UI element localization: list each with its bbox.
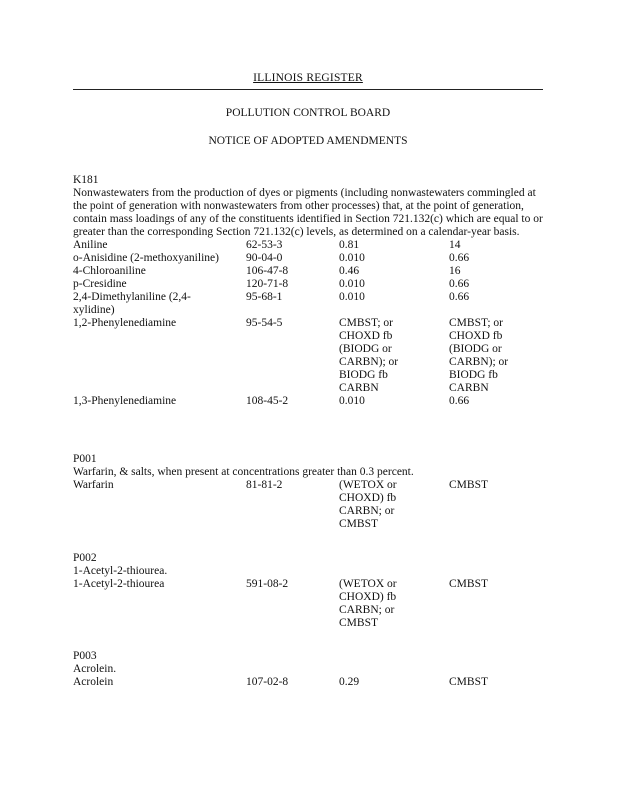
standard-line: BIODG fb <box>339 369 388 381</box>
wastewater-standard: 0.010 <box>339 252 365 264</box>
cas-number: 107-02-8 <box>246 676 289 688</box>
constituent-name: 1,2-Phenylenediamine <box>73 317 177 329</box>
standard-line: CMBST <box>339 617 378 629</box>
constituent-name: 4-Chloroaniline <box>73 265 146 277</box>
wastewater-standard: 0.29 <box>339 676 360 688</box>
cas-number: 95-54-5 <box>246 317 283 329</box>
standard-line: CARBN <box>449 382 489 394</box>
standard-line: CARBN; or <box>339 505 395 517</box>
name-line: 2,4-Dimethylaniline (2,4- <box>73 291 191 303</box>
nonwastewater-standard: CMBST <box>449 578 488 590</box>
wastewater-standard <box>339 479 444 531</box>
cas-number: 108-45-2 <box>246 395 289 407</box>
standard-line: CMBST <box>339 518 378 530</box>
standard-line: CMBST; or <box>339 317 394 329</box>
standard-line: CARBN); or <box>339 356 399 368</box>
standard-line: (WETOX or <box>339 578 397 590</box>
header-rule <box>73 89 543 90</box>
cas-number: 95-68-1 <box>246 291 283 303</box>
standard-line: (WETOX or <box>339 479 397 491</box>
table-row <box>73 252 543 265</box>
wastewater-standard <box>339 317 444 395</box>
standard-line: CHOXD) fb <box>339 492 397 504</box>
nonwastewater-standard <box>449 317 549 395</box>
constituent-name: Warfarin <box>73 479 114 491</box>
standard-line: CARBN; or <box>339 604 395 616</box>
section-description: Acrolein. <box>73 663 117 675</box>
table-row <box>73 479 543 531</box>
nonwastewater-standard: CMBST <box>449 676 488 688</box>
standard-line: (BIODG or <box>339 343 392 355</box>
constituent-name: 1,3-Phenylenediamine <box>73 395 177 407</box>
section-p001 <box>73 453 543 531</box>
table-row <box>73 239 543 252</box>
cas-number: 106-47-8 <box>246 265 289 277</box>
constituent-name: 1-Acetyl-2-thiourea <box>73 578 165 590</box>
table-row <box>73 278 543 291</box>
constituent-name <box>73 291 238 317</box>
constituent-name: Aniline <box>73 239 108 251</box>
nonwastewater-standard: 0.66 <box>449 278 470 290</box>
nonwastewater-standard: CMBST <box>449 479 488 491</box>
standard-line: BIODG fb <box>449 369 498 381</box>
table-row <box>73 676 543 689</box>
table-row <box>73 265 543 278</box>
agency-title: POLLUTION CONTROL BOARD <box>225 107 391 119</box>
name-line: xylidine) <box>73 304 115 316</box>
wastewater-standard: 0.46 <box>339 265 360 277</box>
constituent-name: p-Cresidine <box>73 278 127 290</box>
nonwastewater-standard: 0.66 <box>449 252 470 264</box>
cas-number: 81-81-2 <box>246 479 283 491</box>
section-code: P002 <box>73 552 97 564</box>
section-p003 <box>73 650 543 689</box>
constituent-name: Acrolein <box>73 676 114 688</box>
constituent-name: o-Anisidine (2-methoxyaniline) <box>73 252 219 264</box>
wastewater-standard <box>339 578 444 630</box>
register-title: ILLINOIS REGISTER <box>253 72 363 84</box>
standard-line: CARBN <box>339 382 379 394</box>
nonwastewater-standard: 0.66 <box>449 291 470 303</box>
wastewater-standard: 0.010 <box>339 395 365 407</box>
section-k181 <box>73 174 543 408</box>
wastewater-standard: 0.010 <box>339 291 365 303</box>
section-description: 1-Acetyl-2-thiourea. <box>73 565 168 577</box>
standard-line: CHOXD fb <box>449 330 503 342</box>
nonwastewater-standard: 16 <box>449 265 461 277</box>
standard-line: CMBST; or <box>449 317 504 329</box>
section-description: Warfarin, & salts, when present at concentrations greater than 0.3 percent. <box>73 466 414 478</box>
cas-number: 62-53-3 <box>246 239 283 251</box>
section-p002 <box>73 552 543 630</box>
section-code: P001 <box>73 453 97 465</box>
cas-number: 120-71-8 <box>246 278 289 290</box>
section-description: Nonwastewaters from the production of dyes or pigments (including nonwastewaters commingled at the point of generation with nonwastewaters from other processes) that, at the point of generation, contain mass loadings of any of the constituents identified in Section 721.132(c) which are equal to or greater than the corresponding Section 721.132(c) levels, as determined on a calendar-year basis. <box>73 187 543 238</box>
nonwastewater-standard: 14 <box>449 239 461 251</box>
section-code: P003 <box>73 650 97 662</box>
cas-number: 90-04-0 <box>246 252 283 264</box>
standard-line: (BIODG or <box>449 343 502 355</box>
table-row <box>73 395 543 408</box>
section-code: K181 <box>73 174 99 186</box>
register-header <box>73 72 543 84</box>
notice-title: NOTICE OF ADOPTED AMENDMENTS <box>208 135 408 147</box>
table-row <box>73 291 543 317</box>
standard-line: CHOXD fb <box>339 330 393 342</box>
standard-line: CHOXD) fb <box>339 591 397 603</box>
cas-number: 591-08-2 <box>246 578 289 590</box>
nonwastewater-standard: 0.66 <box>449 395 470 407</box>
standard-line: CARBN); or <box>449 356 509 368</box>
wastewater-standard: 0.010 <box>339 278 365 290</box>
table-row <box>73 578 543 630</box>
wastewater-standard: 0.81 <box>339 239 360 251</box>
table-row <box>73 317 543 395</box>
